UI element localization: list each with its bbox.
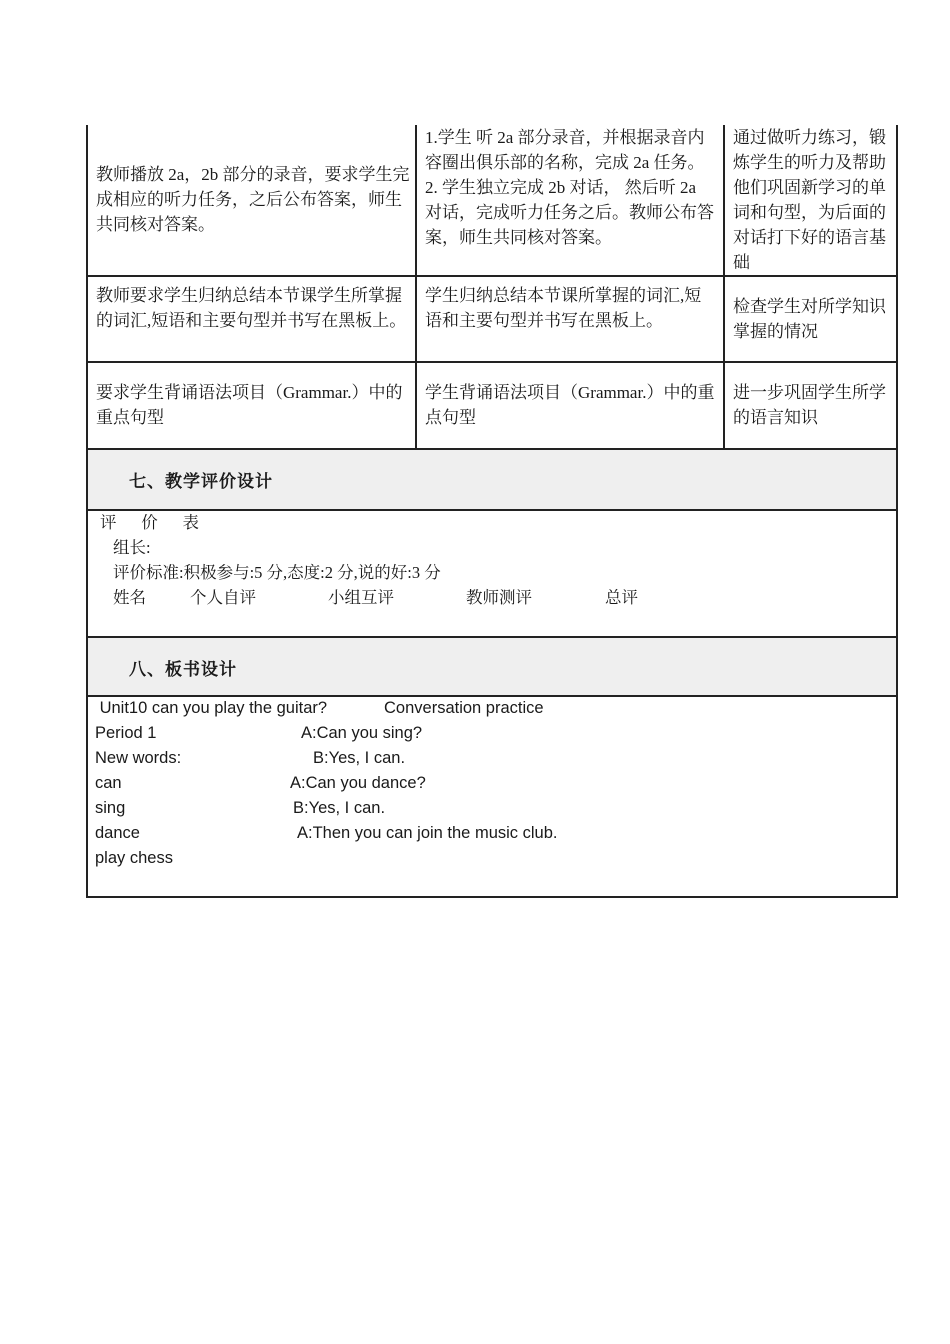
eval-column-self: 个人自评 [190, 588, 256, 607]
student-activity-line: 1.学生 听 2a 部分录音，并根据录音内容圈出俱乐部的名称，完成 2a 任务。 [425, 128, 705, 172]
table-border [86, 896, 898, 898]
table-border [896, 636, 898, 898]
table-border [86, 125, 88, 449]
table-border [415, 125, 417, 449]
table-border [86, 361, 898, 363]
eval-criteria: 评价标准:积极参与:5 分,态度:2 分,说的好:3 分 [113, 563, 441, 582]
eval-column-teacher: 教师测评 [466, 588, 532, 607]
purpose-cell: 进一步巩固学生所学的语言知识 [733, 383, 886, 427]
teacher-activity-cell: 教师要求学生归纳总结本节课学生所掌握的词汇,短语和主要句型并书写在黑板上。 [96, 286, 407, 330]
board-line: B:Yes, I can. [293, 799, 386, 817]
table-border [86, 636, 88, 898]
table-row [96, 162, 410, 237]
board-line: Conversation practice [384, 699, 544, 717]
table-row [733, 294, 891, 344]
board-line: A:Can you sing? [301, 724, 423, 742]
table-border [86, 636, 898, 638]
table-border [86, 275, 898, 277]
board-line: can [95, 774, 122, 792]
board-line: dance [95, 824, 140, 842]
board-line: B:Yes, I can. [313, 749, 406, 767]
board-line: Period 1 [95, 724, 157, 742]
table-border [723, 125, 725, 449]
student-activity-line: 2. 学生独立完成 2b 对话， 然后听 2a 对话，完成听力任务之后。教师公布答案，师生共同核对答案。 [425, 178, 714, 247]
student-activity-cell: 学生背诵语法项目（Grammar.）中的重点句型 [425, 383, 715, 427]
table-row [425, 283, 717, 333]
eval-column-group: 小组互评 [328, 588, 394, 607]
table-row [425, 125, 717, 250]
table-row [733, 380, 891, 430]
teacher-activity-cell: 要求学生背诵语法项目（Grammar.）中的重点句型 [96, 383, 403, 427]
student-activity-cell: 学生归纳总结本节课所掌握的词汇,短语和主要句型并书写在黑板上。 [425, 286, 702, 330]
purpose-cell: 通过做听力练习，锻炼学生的听力及帮助他们巩固新学习的单词和句型，为后面的对话打下好的语言基础 [733, 128, 886, 272]
board-line: sing [95, 799, 126, 817]
table-border [86, 509, 898, 511]
eval-table-title: 评 价 表 [100, 513, 199, 532]
table-row [96, 380, 410, 430]
table-row [96, 283, 410, 333]
purpose-cell: 检查学生对所学知识掌握的情况 [733, 297, 886, 341]
group-leader-label: 组长: [113, 538, 151, 557]
teacher-activity-cell: 教师播放 2a，2b 部分的录音，要求学生完成相应的听力任务，之后公布答案，师生共同核对答案。 [96, 165, 410, 234]
board-line: New words: [95, 749, 182, 767]
table-row [425, 380, 717, 430]
table-border [86, 448, 898, 450]
table-border [896, 125, 898, 449]
section-title: 七、教学评价设计 [129, 472, 273, 492]
eval-column-total: 总评 [605, 588, 638, 607]
section-title: 八、板书设计 [129, 660, 237, 680]
table-border [896, 448, 898, 637]
board-line: A:Can you dance? [290, 774, 426, 792]
board-line: play chess [95, 849, 173, 867]
board-line: A:Then you can join the music club. [297, 824, 558, 842]
board-line: Unit10 can you play the guitar? [95, 699, 328, 717]
table-row [733, 125, 891, 275]
table-border [86, 448, 88, 637]
eval-column-name: 姓名 [113, 588, 146, 607]
